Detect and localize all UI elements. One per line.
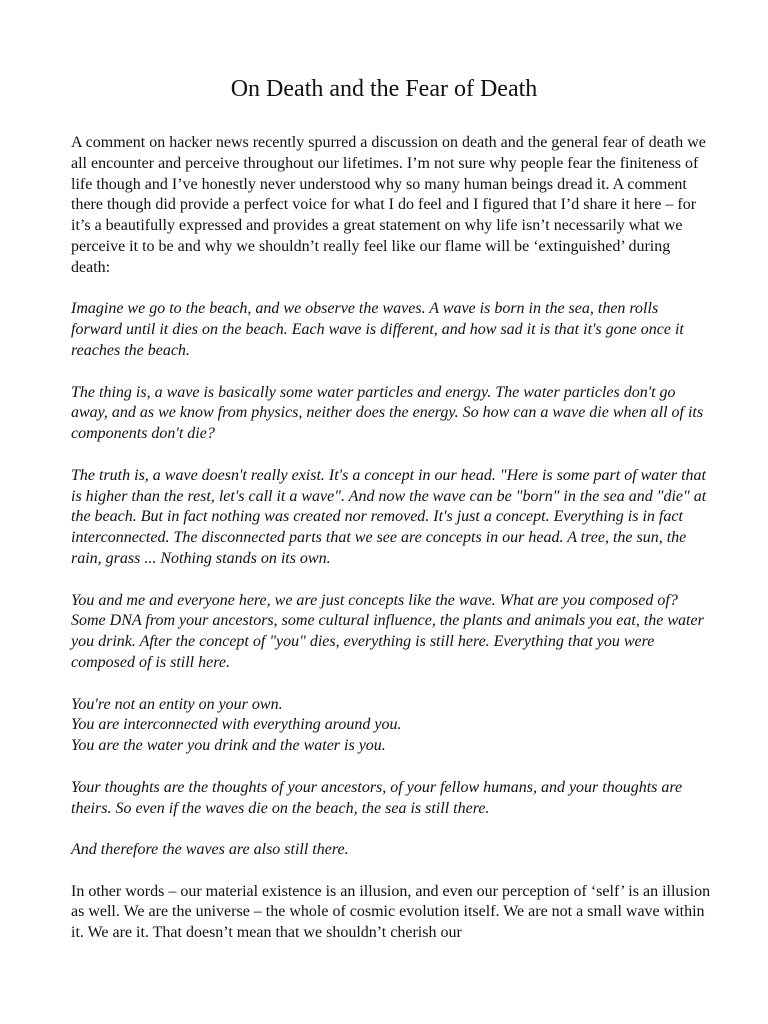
quote-line-2: You are interconnected with everything around you. — [71, 716, 402, 734]
document-body — [71, 133, 711, 965]
quote-paragraph-7: And therefore the waves are also still there. — [71, 841, 349, 859]
quote-line-3: You are the water you drink and the water is you. — [71, 737, 386, 755]
quote-line-1: You're not an entity on your own. — [71, 695, 283, 713]
page-title: On Death and the Fear of Death — [230, 76, 538, 102]
quote-paragraph-4: You and me and everyone here, we are just concepts like the wave. What are you composed of? Some DNA from your ancestors, some cultural influence, the plants and animals you eat, the water you drink. After the concept of "you" dies, everything is still here. Everything that you were composed of is still here. — [71, 591, 704, 671]
quote-paragraph-1: Imagine we go to the beach, and we observe the waves. A wave is born in the sea, then rolls forward until it dies on the beach. Each wave is different, and how sad it is that it's gone once it reaches the beach. — [71, 300, 684, 359]
quote-paragraph-6: Your thoughts are the thoughts of your ancestors, of your fellow humans, and your thoughts are theirs. So even if the waves die on the beach, the sea is still there. — [71, 778, 683, 817]
quote-paragraph-5 — [71, 695, 711, 757]
quote-paragraph-3: The truth is, a wave doesn't really exist. It's a concept in our head. "Here is some part of water that is higher than the rest, let's call it a wave". And now the wave can be "born" in the sea and "die" at the beach. But in fact nothing was created nor removed. It's just a concept. Everything is in fact interconnected. The disconnected parts that we see are concepts in our head. A tree, the sun, the rain, grass ... Nothing stands on its own. — [71, 466, 707, 567]
closing-paragraph: In other words – our material existence is an illusion, and even our perception of ‘self’ is an illusion as well. We are the universe – the whole of cosmic evolution itself. We are not a small wave within it. We are it. That doesn’t mean that we shouldn’t cherish our — [71, 882, 711, 942]
quote-paragraph-2: The thing is, a wave is basically some water particles and energy. The water particles don't go away, and as we know from physics, neither does the energy. So how can a wave die when all of its components don't die? — [71, 383, 704, 443]
intro-paragraph: A comment on hacker news recently spurred a discussion on death and the general fear of death we all encounter and perceive throughout our lifetimes. I’m not sure why people fear the finiteness of life though and I’ve honestly never understood why so many human beings dread it. A comment there though did provide a perfect voice for what I do feel and I figured that I’d share it here – for it’s a beautifully expressed and provides a great statement on why life isn’t necessarily what we perceive it to be and why we shouldn’t really feel like our flame will be ‘extinguished’ during death: — [71, 134, 706, 276]
